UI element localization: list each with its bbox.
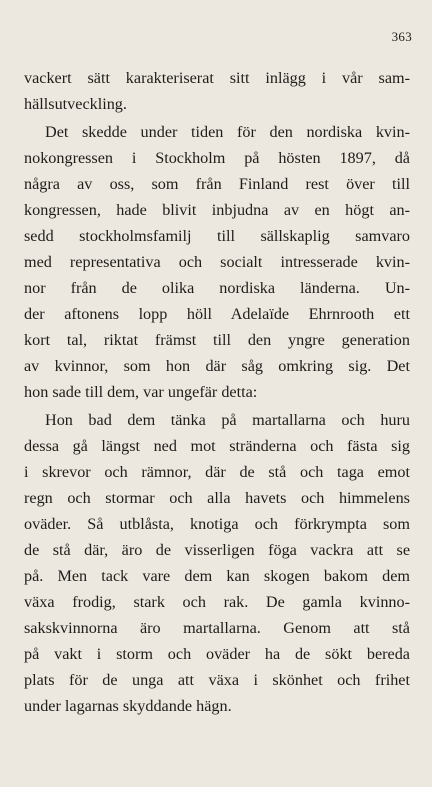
text-line: nor från de olika nordiska länderna. Un- xyxy=(24,279,410,297)
text-line: hällsutveckling. xyxy=(24,95,127,113)
text-line: kongressen, hade blivit inbjudna av en högt an- xyxy=(24,201,410,219)
text-line: med representativa och socialt intresserade kvin- xyxy=(24,253,410,271)
text-line: oväder. Så utblåsta, knotiga och förkrympta som xyxy=(24,515,410,533)
text-line: växa frodig, stark och rak. De gamla kvinno- xyxy=(24,593,410,611)
text-line: Det skedde under tiden för den nordiska kvin- xyxy=(45,123,410,141)
text-line: Hon bad dem tänka på martallarna och huru xyxy=(45,411,410,429)
text-line: regn och stormar och alla havets och himmelens xyxy=(24,489,410,507)
text-line: några av oss, som från Finland rest över till xyxy=(24,175,410,193)
text-line: i skrevor och rämnor, där de stå och taga emot xyxy=(24,463,410,481)
text-line: sakskvinnorna äro martallarna. Genom att stå xyxy=(24,619,410,637)
page-number: 363 xyxy=(391,29,412,44)
text-line: dessa gå längst ned mot stränderna och fästa sig xyxy=(24,437,410,455)
text-line: kort tal, riktat främst till den yngre generation xyxy=(24,331,410,349)
text-line: på vakt i storm och oväder ha de sökt bereda xyxy=(24,645,410,663)
text-line: nokongressen i Stockholm på hösten 1897, då xyxy=(24,149,410,167)
text-line: under lagarnas skyddande hägn. xyxy=(24,697,232,715)
text-line: hon sade till dem, var ungefär detta: xyxy=(24,383,258,401)
text-line: av kvinnor, som hon där såg omkring sig. Det xyxy=(24,357,410,375)
text-line: de stå där, äro de visserligen föga vackra att se xyxy=(24,541,410,559)
text-line: vackert sätt karakteriserat sitt inlägg i vår sam- xyxy=(24,69,410,87)
text-line: plats för de unga att växa i skönhet och frihet xyxy=(24,671,410,689)
text-line: der aftonens lopp höll Adelaïde Ehrnrooth ett xyxy=(24,305,410,323)
text-line: på. Men tack vare dem kan skogen bakom dem xyxy=(24,567,410,585)
text-line: sedd stockholmsfamilj till sällskaplig samvaro xyxy=(24,227,410,245)
